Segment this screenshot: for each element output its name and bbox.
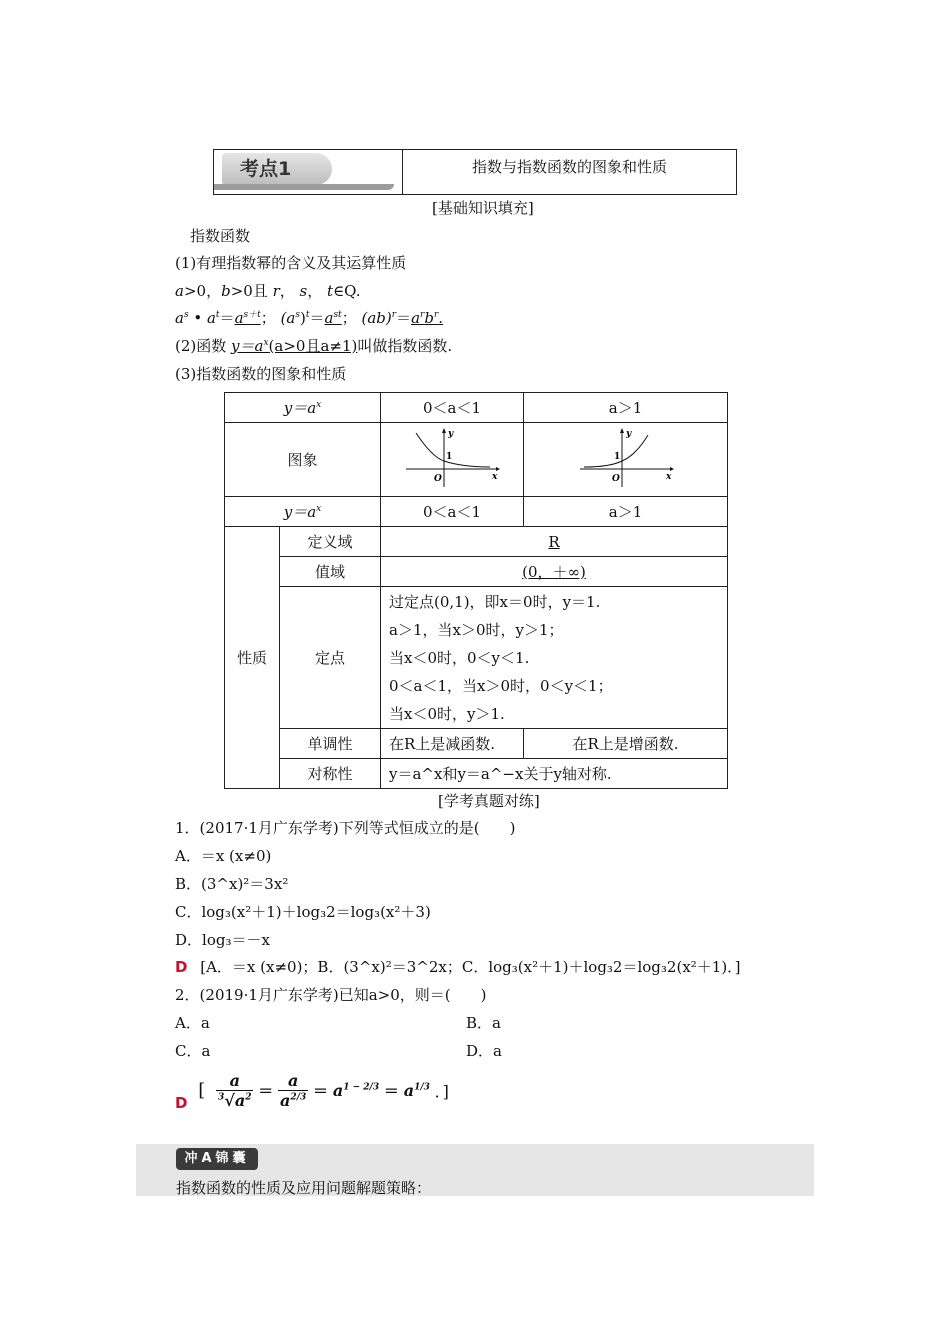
q2-option-a: A．a (175, 1014, 210, 1032)
q2-answer-letter: D (175, 1094, 188, 1112)
graph-x-label: x (492, 471, 498, 482)
item2-definition: (2)函数 $y=a^x(a>0$且a≠1)叫做指数函数. (175, 337, 453, 355)
tips-band (136, 1144, 814, 1196)
monotonicity-small: 在R上是减函数. (381, 729, 524, 759)
row-graph-label: 图象 (225, 423, 381, 497)
q2-stem: 2．(2019·1月广东学考)已知a>0，则＝( ) (175, 986, 487, 1004)
heading-exponential-function: 指数函数 (190, 227, 251, 245)
q1-stem: 1．(2017·1月广东学考)下列等式恒成立的是( ) (175, 819, 516, 837)
q1-answer (175, 956, 741, 977)
fixed-line: 0＜a＜1，当x＞0时，0＜y＜1； (389, 676, 613, 695)
q1-option-b: B．(3^x)²＝3x² (175, 875, 289, 893)
graph-y-label: y (625, 428, 631, 439)
table-head-formula-2: $y=a^x$ (225, 497, 381, 527)
graph-increasing (524, 423, 728, 497)
table-head-formula: $y=a^x$ (225, 393, 381, 423)
fixed-point-label: 定点 (280, 587, 381, 729)
item1-title: (1)有理指数幂的含义及其运算性质 (175, 254, 407, 272)
domain-value: R (381, 527, 728, 557)
monotonicity-label: 单调性 (280, 729, 381, 759)
section-basic-knowledge: [基础知识填充] (432, 199, 534, 217)
range-value: (0，＋∞) (381, 557, 728, 587)
item3-title: (3)指数函数的图象和性质 (175, 365, 347, 383)
tips-badge: 冲A锦囊 (176, 1148, 258, 1170)
item1-operations: $a^s$ • $a^t=a^{s+t}$； $(a^s)^t=a^{st}$； $(ab)^r=a^rb^r$. (175, 309, 444, 327)
symmetry-value: y＝a^x和y＝a^−x关于y轴对称. (381, 759, 728, 789)
table-head-big-a: a＞1 (524, 393, 728, 423)
graph-y-label: y (448, 428, 454, 439)
strategy-text: 指数函数的性质及应用问题解题策略： (176, 1179, 432, 1197)
table-head-small-a: 0＜a＜1 (381, 393, 524, 423)
domain-label: 定义域 (280, 527, 381, 557)
topic-badge-area (214, 150, 403, 194)
table-head-small-a-2: 0＜a＜1 (381, 497, 524, 527)
q2-result-1: $a^{1 - 2/3}$ (332, 1080, 380, 1100)
q1-answer-letter: D (175, 958, 188, 976)
increasing-curve-graph (576, 427, 676, 489)
q1-explanation: [A．＝x (x≠0)；B．(3^x)²＝3^2x；C．log₃(x²＋1)＋log₃2＝log₃2(x²＋1)．] (200, 958, 741, 976)
graph-one-label: 1 (446, 451, 453, 462)
topic-badge: 考点1 (222, 153, 332, 185)
q1-option-d: D．log₃＝－x (175, 931, 270, 949)
fixed-line: 过定点(0,1)，即x＝0时，y＝1. (389, 592, 601, 611)
q2-option-d: D．a (466, 1042, 502, 1060)
graph-origin-label: O (434, 473, 442, 484)
q1-option-c: C．log₃(x²＋1)＋log₃2＝log₃(x²＋3) (175, 903, 431, 921)
q2-fraction-2: $\frac{a}{a^{2/3}}$ (280, 1070, 307, 1110)
graph-decreasing (381, 423, 524, 497)
fixed-line: 当x＜0时，0＜y＜1. (389, 648, 530, 667)
graph-x-label: x (665, 471, 671, 482)
graph-one-label: 1 (613, 451, 620, 462)
topic-header (213, 149, 737, 195)
symmetry-label: 对称性 (280, 759, 381, 789)
section-exam-practice: [学考真题对练] (438, 792, 540, 810)
badge-decoration (214, 184, 394, 190)
exp-function-table (224, 392, 728, 789)
topic-title: 指数与指数函数的图象和性质 (471, 158, 667, 176)
item1-condition: a>0，b>0且 r， s， t∈Q. (175, 282, 361, 300)
properties-group-label: 性质 (225, 527, 280, 789)
graph-origin-label: O (611, 473, 620, 484)
q2-result-2: $a^{1/3}$ (403, 1080, 430, 1100)
fixed-point-content (381, 587, 728, 729)
table-head-big-a-2: a＞1 (524, 497, 728, 527)
fixed-line: a＞1，当x＞0时，y＞1； (389, 620, 564, 639)
q2-fraction-1: $\frac{a}{^3√a^2}$ (218, 1070, 252, 1110)
decreasing-curve-graph (402, 427, 502, 489)
q2-answer: D [ $\frac{a}{^3√a^2}$ ＝ $\frac{a}{a^{2/3}}$ ＝ $a^{1 - 2/3} = a^{1/3}$ ．] (175, 1070, 449, 1112)
q2-option-c: C．a (175, 1042, 211, 1060)
q1-option-a: A．＝x (x≠0) (175, 847, 272, 865)
fixed-line: 当x＜0时，y＞1. (389, 704, 505, 723)
range-label: 值域 (280, 557, 381, 587)
monotonicity-big: 在R上是增函数. (524, 729, 728, 759)
q2-option-b: B．a (466, 1014, 501, 1032)
